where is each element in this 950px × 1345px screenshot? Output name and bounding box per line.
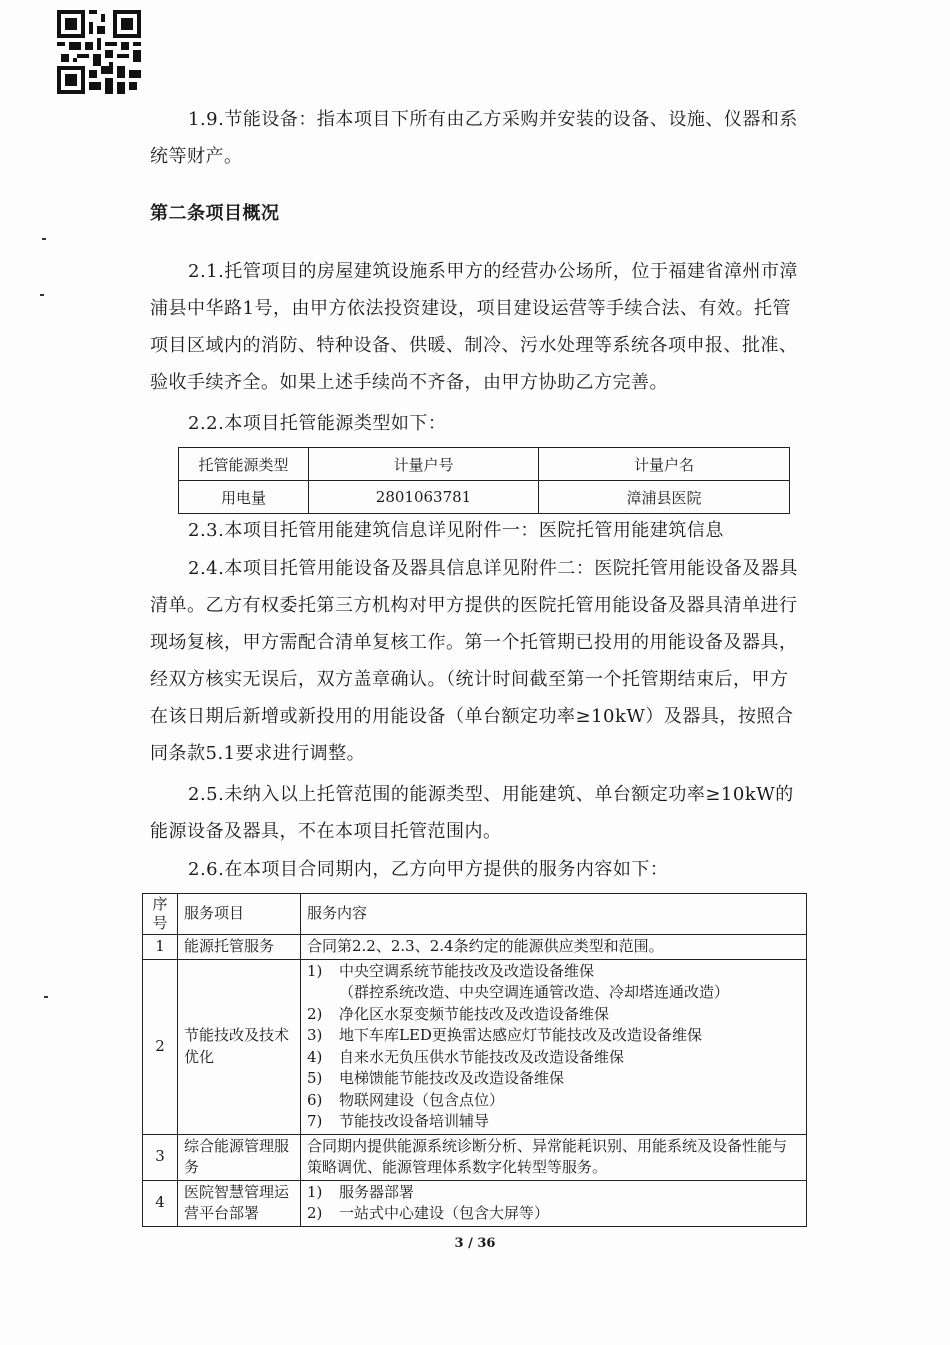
table-row (143, 1180, 807, 1226)
table-cell: 合同期内提供能源系统诊断分析、异常能耗识别、用能系统及设备性能与策略调优、能源管理体系数字化转型等服务。 (301, 1134, 807, 1180)
table-cell: 医院智慧管理运营平台部署 (178, 1180, 301, 1226)
scan-speck (42, 238, 46, 240)
scan-speck (40, 294, 44, 296)
list-item: 5) 电梯馈能节能技改及改造设备维保 (307, 1069, 565, 1087)
table-row (143, 959, 807, 1134)
table-header-row (143, 894, 807, 935)
paragraph-2-5: 2.5.未纳入以上托管范围的能源类型、用能建筑、单台额定功率≥10kW的能源设备及器具，不在本项目托管范围内。 (150, 784, 794, 842)
service-content-table (142, 893, 807, 1227)
page-number: 3 / 36 (454, 1236, 496, 1251)
section-heading: 第二条项目概况 (150, 203, 280, 224)
paragraph-2-1: 2.1.托管项目的房屋建筑设施系甲方的经营办公场所，位于福建省漳州市漳浦县中华路1号，由甲方依法投资建设，项目建设运营等手续合法、有效。托管项目区域内的消防、特种设备、供暖、制冷、污水处理等系统各项申报、批准、验收手续齐全。如果上述手续尚不齐备，由甲方协助乙方完善。 (150, 261, 798, 393)
paragraph-2-6: 2.6.在本项目合同期内，乙方向甲方提供的服务内容如下： (188, 859, 669, 880)
table-cell: 1 (143, 935, 178, 960)
table-cell: 用电量 (179, 481, 309, 514)
list-item: 1) 中央空调系统节能技改及改造设备维保 (307, 961, 595, 980)
table-cell: 2 (143, 959, 178, 1134)
table-cell: 节能技改及技术优化 (178, 959, 301, 1134)
table-cell (301, 959, 807, 1134)
table-cell: 合同第2.2、2.3、2.4条约定的能源供应类型和范围。 (301, 935, 807, 960)
table-header-cell: 计量户名 (539, 448, 790, 481)
table-header-cell: 服务内容 (301, 894, 807, 935)
table-header-row (179, 448, 790, 481)
list-item: 4) 自来水无负压供水节能技改及改造设备维保 (307, 1047, 625, 1066)
table-header-cell: 服务项目 (178, 894, 301, 935)
energy-type-table (178, 447, 790, 514)
table-header-cell: 序号 (143, 894, 178, 935)
list-item: 2) 一站式中心建设（包含大屏等） (307, 1204, 550, 1222)
scan-speck (44, 996, 48, 998)
table-cell: 漳浦县医院 (539, 481, 790, 514)
qr-code-icon (57, 10, 141, 94)
paragraph-2-2: 2.2.本项目托管能源类型如下： (188, 413, 447, 434)
table-header-cell: 计量户号 (309, 448, 539, 481)
table-cell: 综合能源管理服务 (178, 1134, 301, 1180)
list-item: 6) 物联网建设（包含点位） (307, 1090, 505, 1109)
list-item: 1) 服务器部署 (307, 1182, 415, 1201)
table-cell: 2801063781 (309, 481, 539, 514)
list-item: 7) 节能技改设备培训辅导 (307, 1112, 490, 1130)
table-row (179, 481, 790, 514)
table-row (143, 1134, 807, 1180)
table-cell: 3 (143, 1134, 178, 1180)
table-cell: 4 (143, 1180, 178, 1226)
paragraph-1-9: 1.9.节能设备：指本项目下所有由乙方采购并安装的设备、设施、仪器和系统等财产。 (150, 109, 798, 167)
paragraph-2-4: 2.4.本项目托管用能设备及器具信息详见附件二：医院托管用能设备及器具清单。乙方有权委托第三方机构对甲方提供的医院托管用能设备及器具清单进行现场复核，甲方需配合清单复核工作。第一个托管期已投用的用能设备及器具，经双方核实无误后，双方盖章确认。（统计时间截至第一个托管期结束后，甲方在该日期后新增或新投用的用能设备（单台额定功率≥10kW）及器具，按照合同条款5.1要求进行调整。 (150, 558, 798, 764)
paragraph-2-3: 2.3.本项目托管用能建筑信息详见附件一：医院托管用能建筑信息 (188, 520, 724, 541)
table-row (143, 935, 807, 960)
list-item: 3) 地下车库LED更换雷达感应灯节能技改及改造设备维保 (307, 1026, 702, 1044)
table-header-cell: 托管能源类型 (179, 448, 309, 481)
list-item: （群控系统改造、中央空调连通管改造、冷却塔连通改造） (339, 983, 730, 1001)
table-cell (301, 1180, 807, 1226)
table-cell: 能源托管服务 (178, 935, 301, 960)
list-item: 2) 净化区水泵变频节能技改及改造设备维保 (307, 1004, 610, 1023)
